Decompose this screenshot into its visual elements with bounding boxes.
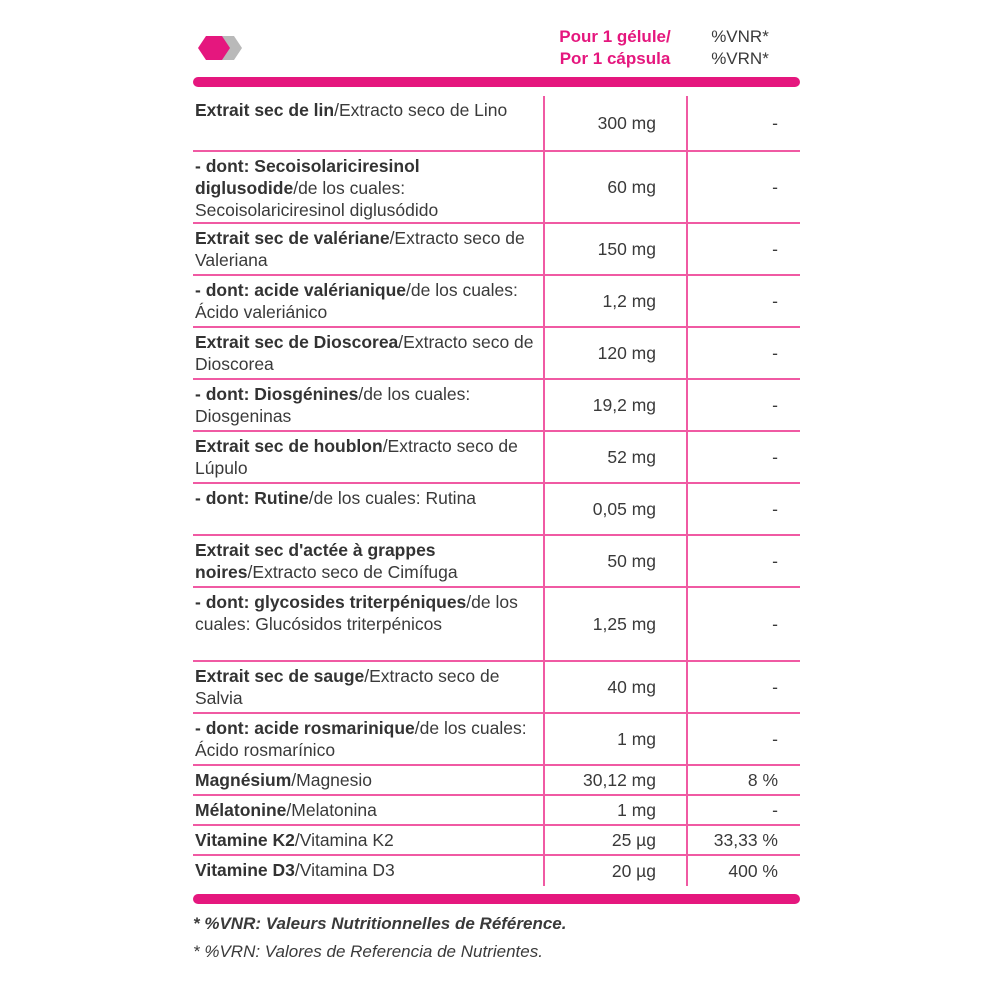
ingredient-name-es: /Extracto seco de Salvia	[195, 666, 500, 708]
vnr-percent: -	[772, 290, 778, 311]
header-per-capsule	[543, 26, 687, 70]
table-row	[193, 536, 800, 588]
footnote-vnr: * %VNR: Valeurs Nutritionnelles de Référence.	[193, 914, 567, 933]
table-row	[193, 714, 800, 766]
ingredient-name	[193, 152, 543, 222]
amount-per-capsule: 30,12 mg	[543, 766, 688, 794]
ingredient-name-es: /Magnesio	[291, 770, 373, 790]
ingredient-name-fr: Extrait sec d'actée à grappes noires	[195, 540, 436, 582]
ingredient-name-fr: - dont: acide rosmarinique	[195, 718, 415, 738]
table-row	[193, 380, 800, 432]
vnr-percent: 33,33 %	[713, 829, 778, 850]
ingredient-name-es: /de los cuales: Secoisolariciresinol diglusódido	[195, 178, 439, 220]
ingredient-name-fr: Extrait sec de lin	[195, 100, 335, 120]
ingredient-name-fr: Mélatonine	[195, 800, 287, 820]
table-row	[193, 826, 800, 856]
vnr-percent: -	[772, 613, 778, 634]
amount-per-capsule: 60 mg	[543, 152, 688, 222]
footnote-vrn: * %VRN: Valores de Referencia de Nutrientes.	[193, 942, 543, 961]
vnr-percent: -	[772, 728, 778, 749]
ingredient-name	[193, 328, 543, 378]
ingredient-name	[193, 714, 543, 764]
header-per-capsule-es: Por 1 cápsula	[559, 49, 671, 68]
table-row	[193, 432, 800, 484]
ingredient-name	[193, 796, 543, 824]
ingredient-name	[193, 856, 543, 886]
ingredient-name-es: /de los cuales: Rutina	[308, 488, 477, 508]
amount-per-capsule: 20 µg	[543, 856, 688, 886]
ingredient-name-fr: - dont: Diosgénines	[195, 384, 359, 404]
amount-per-capsule: 1 mg	[543, 796, 688, 824]
header-vnr-fr: %VNR*	[711, 27, 769, 46]
table-row	[193, 662, 800, 714]
ingredient-name	[193, 96, 543, 150]
amount-per-capsule: 19,2 mg	[543, 380, 688, 430]
amount-per-capsule: 25 µg	[543, 826, 688, 854]
ingredient-name-fr: Extrait sec de Dioscorea	[195, 332, 399, 352]
vnr-percent: -	[772, 446, 778, 467]
ingredient-name	[193, 826, 543, 854]
ingredient-name-fr: Extrait sec de valériane	[195, 228, 390, 248]
amount-per-capsule: 150 mg	[543, 224, 688, 274]
amount-per-capsule: 40 mg	[543, 662, 688, 712]
amount-per-capsule: 1,25 mg	[543, 588, 688, 660]
ingredient-name	[193, 432, 543, 482]
ingredient-name	[193, 380, 543, 430]
ingredient-name-es: /Vitamina D3	[294, 860, 395, 880]
amount-per-capsule: 300 mg	[543, 96, 688, 150]
ingredient-name-es: /Extracto seco de Lino	[334, 100, 508, 120]
vnr-percent: -	[772, 550, 778, 571]
ingredient-name-fr: - dont: glycosides triterpéniques	[195, 592, 467, 612]
header-vnr	[690, 26, 790, 70]
ingredient-name-es: /de los cuales: Glucósidos triterpénicos	[195, 592, 518, 634]
table-row	[193, 766, 800, 796]
amount-per-capsule: 52 mg	[543, 432, 688, 482]
ingredient-name	[193, 536, 543, 586]
ingredient-name	[193, 224, 543, 274]
ingredient-name	[193, 588, 543, 660]
vnr-percent: -	[772, 676, 778, 697]
table-row	[193, 224, 800, 276]
amount-per-capsule: 1,2 mg	[543, 276, 688, 326]
amount-per-capsule: 50 mg	[543, 536, 688, 586]
ingredient-name-fr: Extrait sec de houblon	[195, 436, 383, 456]
brand-logo-icon	[198, 34, 250, 62]
table-row	[193, 328, 800, 380]
amount-per-capsule: 1 mg	[543, 714, 688, 764]
vnr-percent: 400 %	[728, 860, 778, 881]
vnr-percent: -	[772, 498, 778, 519]
header-per-capsule-fr: Pour 1 gélule/	[559, 27, 671, 46]
ingredient-name-fr: Magnésium	[195, 770, 292, 790]
vnr-percent: -	[772, 238, 778, 259]
vnr-percent: -	[772, 799, 778, 820]
ingredient-name	[193, 662, 543, 712]
ingredient-name-fr: - dont: Rutine	[195, 488, 309, 508]
table-row	[193, 96, 800, 152]
ingredient-name-fr: Extrait sec de sauge	[195, 666, 365, 686]
ingredient-name-fr: Vitamine D3	[195, 860, 295, 880]
table-row	[193, 484, 800, 536]
table-bottom-divider	[193, 894, 800, 904]
table-row	[193, 276, 800, 328]
ingredient-name-fr: - dont: acide valérianique	[195, 280, 407, 300]
ingredient-name-es: /de los cuales: Ácido rosmarínico	[195, 718, 527, 760]
table-top-divider	[193, 77, 800, 87]
ingredient-name-es: /Extracto seco de Lúpulo	[195, 436, 518, 478]
ingredient-name-es: /de los cuales: Ácido valeriánico	[195, 280, 518, 322]
ingredient-name-fr: Vitamine K2	[195, 830, 295, 850]
ingredient-name-es: /Melatonina	[286, 800, 377, 820]
ingredient-name-es: /Vitamina K2	[294, 830, 394, 850]
table-row	[193, 152, 800, 224]
ingredient-name	[193, 766, 543, 794]
header-vnr-es: %VRN*	[711, 49, 769, 68]
ingredient-name	[193, 276, 543, 326]
vnr-percent: -	[772, 176, 778, 197]
table-row	[193, 588, 800, 662]
amount-per-capsule: 120 mg	[543, 328, 688, 378]
ingredient-name-es: /Extracto seco de Valeriana	[195, 228, 525, 270]
nutrition-table	[193, 96, 800, 886]
table-row	[193, 856, 800, 886]
ingredient-name-fr: - dont: Secoisolariciresinol diglusodide	[195, 156, 420, 198]
ingredient-name	[193, 484, 543, 534]
table-row	[193, 796, 800, 826]
ingredient-name-es: /Extracto seco de Cimífuga	[247, 562, 458, 582]
vnr-percent: -	[772, 112, 778, 133]
ingredient-name-es: /Extracto seco de Dioscorea	[195, 332, 534, 374]
ingredient-name-es: /de los cuales: Diosgeninas	[195, 384, 471, 426]
amount-per-capsule: 0,05 mg	[543, 484, 688, 534]
vnr-percent: -	[772, 394, 778, 415]
vnr-percent: -	[772, 342, 778, 363]
vnr-percent: 8 %	[747, 769, 778, 790]
